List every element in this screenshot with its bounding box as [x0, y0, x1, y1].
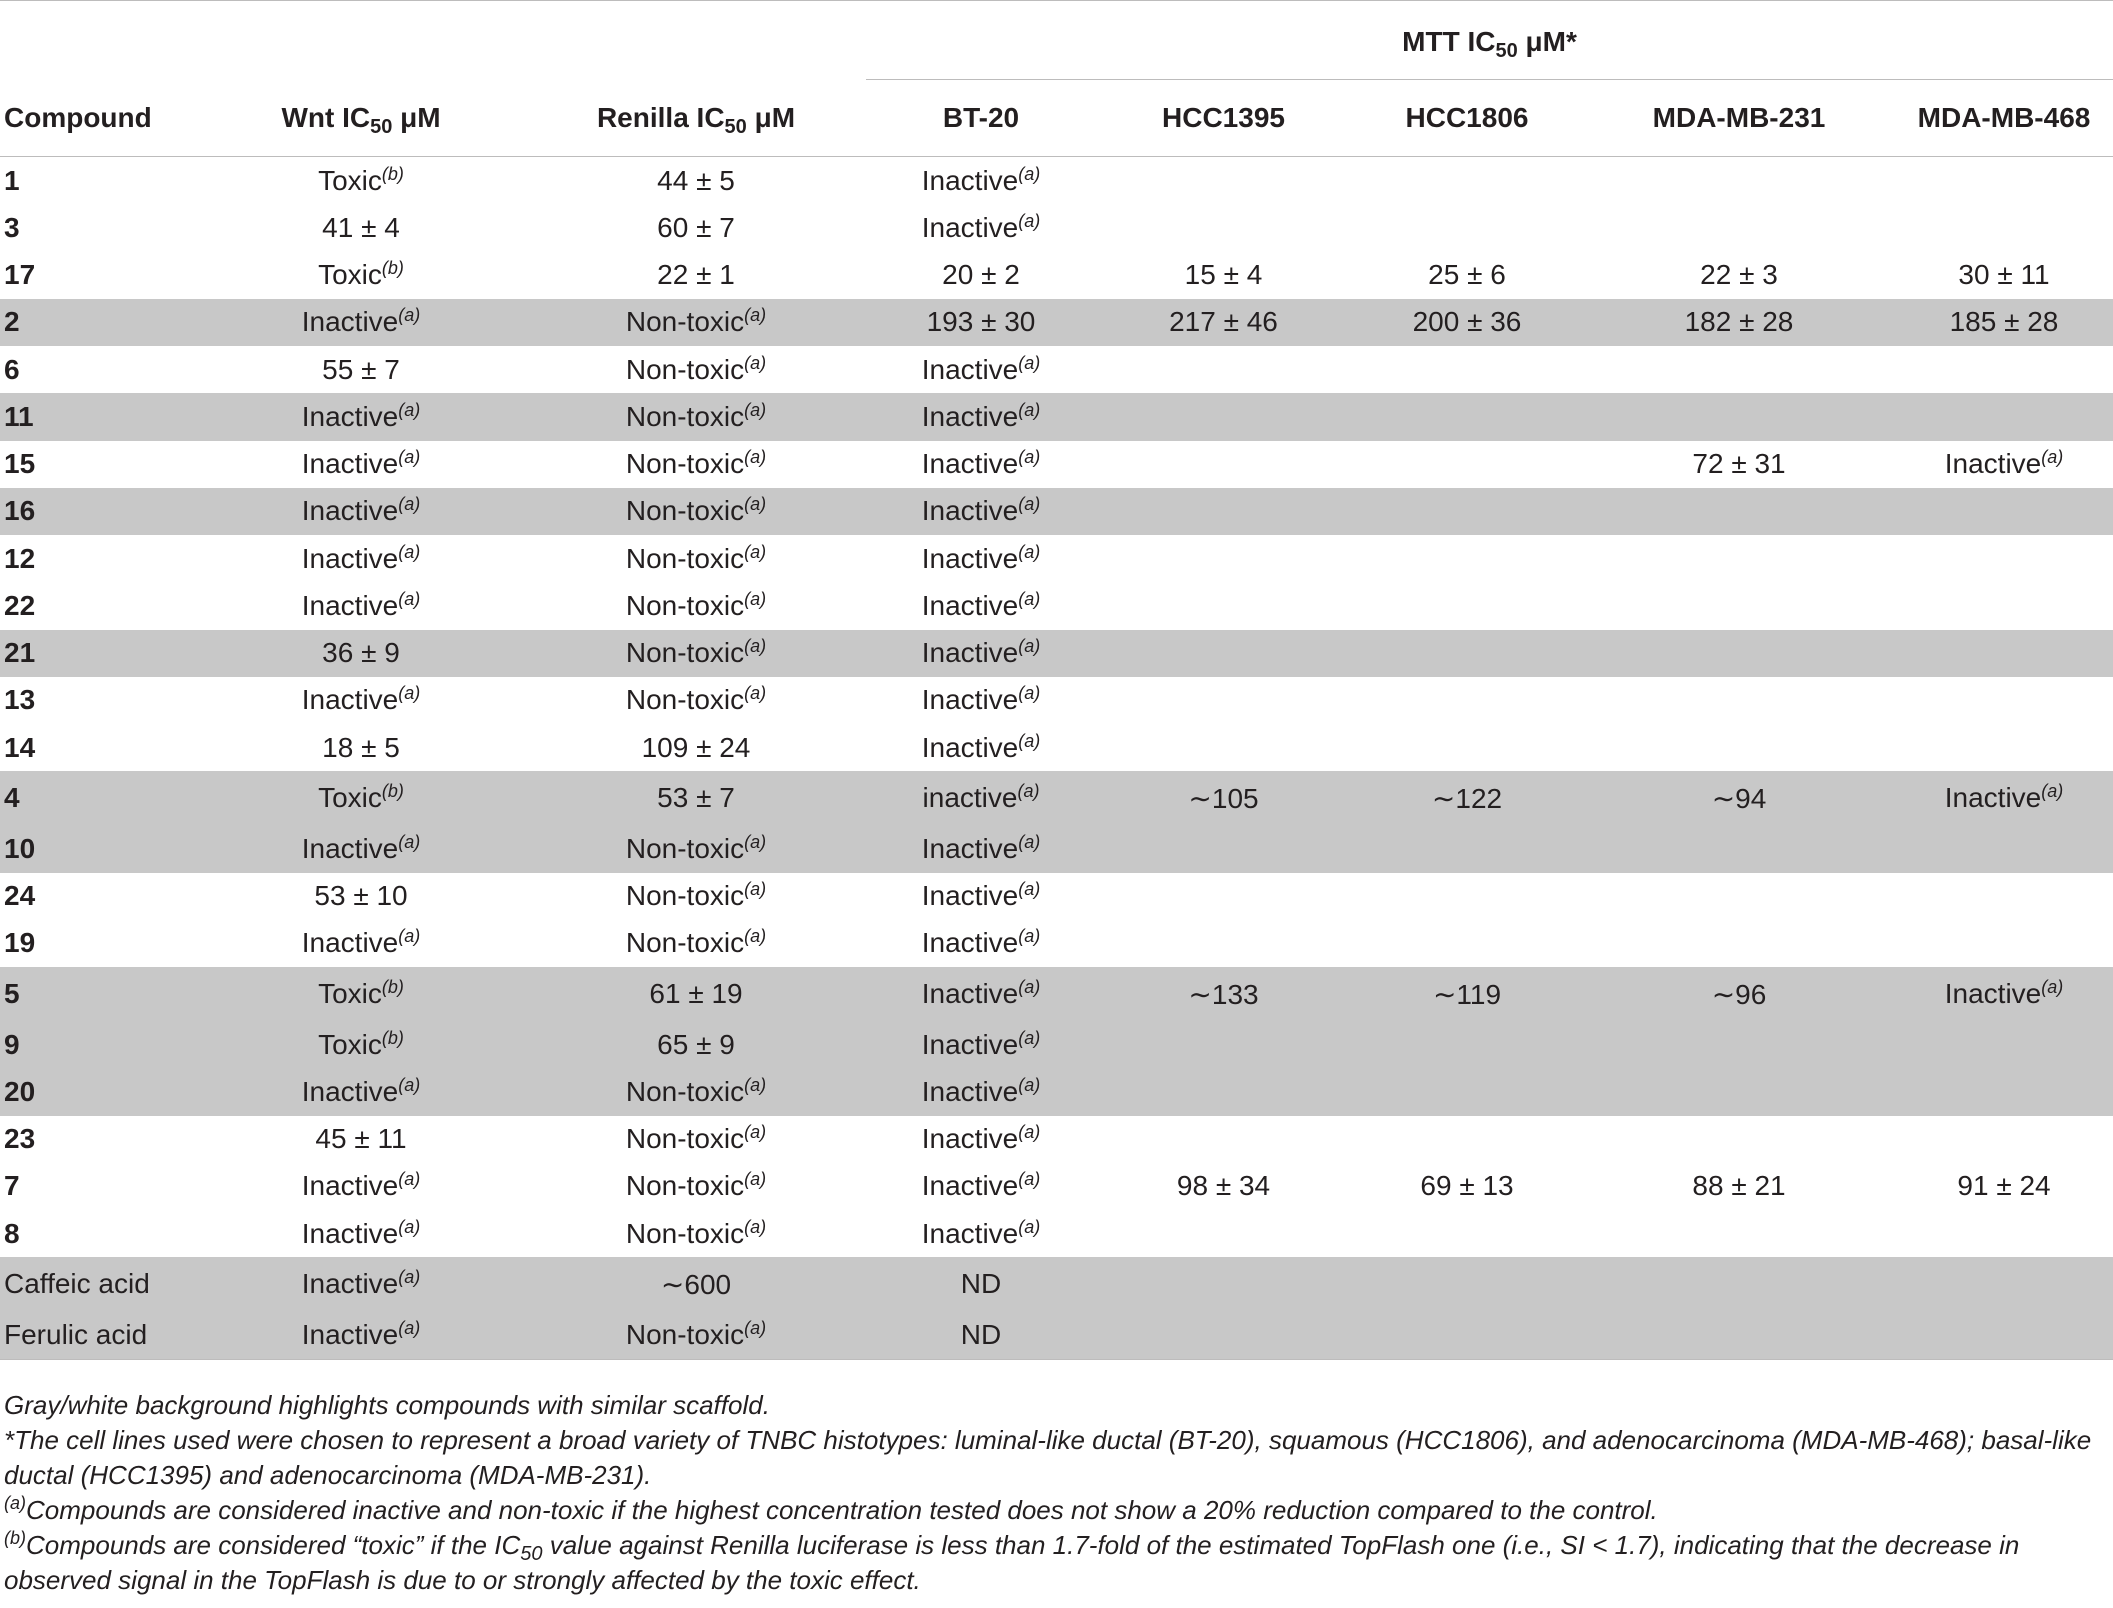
- value-cell: Inactive$^{(a)}$: [921, 1122, 1041, 1155]
- value-cell: [1583, 1068, 1895, 1115]
- column-header: HCC1806: [1351, 80, 1583, 157]
- value-cell: [1583, 920, 1895, 967]
- value-cell: ∼133: [1096, 967, 1351, 1021]
- table-row: [0, 346, 2113, 393]
- value-cell: Non-toxic$^{(a)}$: [625, 926, 767, 959]
- table-row: [0, 1116, 2113, 1163]
- value-cell: [1351, 157, 1583, 205]
- value-cell: [1895, 1311, 2113, 1359]
- value-cell: [1583, 873, 1895, 920]
- value-cell: 185 ± 28: [1895, 299, 2113, 346]
- column-header: MDA-MB-468: [1895, 80, 2113, 157]
- value-cell: 55 ± 7: [322, 353, 400, 385]
- value-cell: Inactive$^{(a)}$: [866, 630, 1096, 677]
- value-cell: [1583, 1021, 1895, 1068]
- value-cell: [1583, 1210, 1895, 1257]
- group-header-row: [0, 5, 2113, 80]
- value-cell: Inactive$^{(a)}$: [866, 488, 1096, 535]
- compound-cell: 11: [0, 393, 196, 440]
- value-cell: 53 ± 10: [314, 880, 408, 912]
- compound-cell: 19: [4, 927, 36, 959]
- value-cell: ∼600: [526, 1257, 866, 1311]
- value-cell: [1895, 204, 2113, 251]
- column-header-row: [0, 80, 2113, 157]
- value-cell: [1895, 873, 2113, 920]
- value-cell: [1583, 1311, 1895, 1359]
- value-cell: Non-toxic$^{(a)}$: [526, 630, 866, 677]
- value-cell: [1583, 1257, 1895, 1311]
- value-cell: [1351, 920, 1583, 967]
- value-cell: 98 ± 34: [1176, 1170, 1271, 1202]
- value-cell: [1096, 1068, 1351, 1115]
- value-cell: Inactive$^{(a)}$: [301, 1216, 421, 1249]
- value-cell: 36 ± 9: [196, 630, 526, 677]
- value-cell: 60 ± 7: [657, 211, 735, 243]
- value-cell: Inactive$^{(a)}$: [301, 926, 421, 959]
- value-cell: 22 ± 3: [1700, 259, 1778, 291]
- compound-cell: 9: [0, 1021, 196, 1068]
- value-cell: [1096, 535, 1351, 582]
- compound-cell: 21: [0, 630, 196, 677]
- value-cell: Non-toxic$^{(a)}$: [625, 352, 767, 385]
- table-row: [0, 535, 2113, 582]
- value-cell: [1351, 1068, 1583, 1115]
- value-cell: [1895, 724, 2113, 771]
- value-cell: 65 ± 9: [526, 1021, 866, 1068]
- footnote-cell-lines: *The cell lines used were chosen to represent a broad variety of TNBC histotypes: luminal-like ductal (BT-20), squamous (HCC1806), and adenocarcinoma (MDA-MB-468); basal-like ductal (HCC1395) and adenocarcinoma (MDA-MB-231).: [4, 1425, 2092, 1490]
- value-cell: [1583, 630, 1895, 677]
- table-row: [0, 1311, 2113, 1359]
- value-cell: 88 ± 21: [1692, 1170, 1786, 1202]
- value-cell: Non-toxic$^{(a)}$: [526, 488, 866, 535]
- compound-cell: 13: [4, 684, 36, 716]
- value-cell: [1895, 346, 2113, 393]
- value-cell: 30 ± 11: [1958, 259, 2050, 291]
- table-row: [0, 393, 2113, 440]
- value-cell: [1096, 488, 1351, 535]
- value-cell: Inactive$^{(a)}$: [921, 730, 1041, 763]
- value-cell: [1895, 630, 2113, 677]
- table-body: [0, 157, 2113, 1360]
- table-row: [0, 920, 2113, 967]
- value-cell: Toxic$^{(b)}$: [318, 258, 404, 291]
- value-cell: Non-toxic$^{(a)}$: [625, 1169, 767, 1202]
- value-cell: [1096, 1116, 1351, 1163]
- compound-cell: Caffeic acid: [0, 1257, 196, 1311]
- value-cell: 193 ± 30: [866, 299, 1096, 346]
- value-cell: [1096, 393, 1351, 440]
- value-cell: Inactive$^{(a)}$: [196, 825, 526, 872]
- compound-cell: 24: [4, 880, 36, 912]
- value-cell: Inactive$^{(a)}$: [1895, 771, 2113, 825]
- value-cell: 61 ± 19: [526, 967, 866, 1021]
- table-row: [0, 630, 2113, 677]
- compound-cell: 15: [4, 448, 36, 480]
- value-cell: [1096, 346, 1351, 393]
- value-cell: Non-toxic$^{(a)}$: [625, 1216, 767, 1249]
- value-cell: Inactive$^{(a)}$: [866, 825, 1096, 872]
- value-cell: ∼96: [1583, 967, 1895, 1021]
- value-cell: ∼94: [1583, 771, 1895, 825]
- value-cell: [1583, 724, 1895, 771]
- table-row: [0, 677, 2113, 724]
- value-cell: [1096, 441, 1351, 488]
- value-cell: [1351, 1116, 1583, 1163]
- column-header: HCC1395: [1096, 80, 1351, 157]
- value-cell: [1351, 630, 1583, 677]
- value-cell: [1351, 1311, 1583, 1359]
- value-cell: ∼122: [1351, 771, 1583, 825]
- table-row: [0, 1068, 2113, 1115]
- compound-cell: 1: [4, 164, 20, 196]
- value-cell: [1351, 1210, 1583, 1257]
- value-cell: Non-toxic$^{(a)}$: [625, 541, 767, 574]
- value-cell: Toxic$^{(b)}$: [196, 967, 526, 1021]
- mtt-group-header: MTT $IC_{50}$ μM*: [866, 5, 2113, 80]
- value-cell: Non-toxic$^{(a)}$: [625, 683, 767, 716]
- footnote-scaffold: Gray/white background highlights compounds with similar scaffold.: [4, 1390, 770, 1420]
- value-cell: [1096, 677, 1351, 724]
- value-cell: Non-toxic$^{(a)}$: [625, 447, 767, 480]
- compound-cell: 17: [4, 259, 36, 291]
- value-cell: [1096, 825, 1351, 872]
- value-cell: [1096, 920, 1351, 967]
- value-cell: 41 ± 4: [322, 211, 400, 243]
- value-cell: [1351, 1257, 1583, 1311]
- value-cell: ND: [866, 1257, 1096, 1311]
- value-cell: Inactive$^{(a)}$: [921, 588, 1041, 621]
- value-cell: Inactive$^{(a)}$: [301, 541, 421, 574]
- value-cell: [1351, 873, 1583, 920]
- value-cell: [1895, 488, 2113, 535]
- value-cell: Inactive$^{(a)}$: [921, 926, 1041, 959]
- value-cell: Inactive$^{(a)}$: [921, 1169, 1041, 1202]
- value-cell: [1096, 724, 1351, 771]
- value-cell: [1583, 1116, 1895, 1163]
- value-cell: Inactive$^{(a)}$: [921, 879, 1041, 912]
- table-row: [0, 1257, 2113, 1311]
- value-cell: [1895, 1210, 2113, 1257]
- value-cell: [1096, 157, 1351, 205]
- table-row: [0, 771, 2113, 825]
- column-header: Renilla $IC_{50}$ μM: [526, 80, 866, 157]
- value-cell: Inactive$^{(a)}$: [301, 588, 421, 621]
- table-row: [0, 441, 2113, 488]
- value-cell: Inactive$^{(a)}$: [921, 352, 1041, 385]
- value-cell: Inactive$^{(a)}$: [866, 1021, 1096, 1068]
- value-cell: 20 ± 2: [942, 259, 1020, 291]
- value-cell: Toxic$^{(b)}$: [196, 1021, 526, 1068]
- compound-cell: 6: [4, 353, 20, 385]
- value-cell: Non-toxic$^{(a)}$: [526, 1311, 866, 1359]
- value-cell: [1583, 393, 1895, 440]
- table-row: [0, 299, 2113, 346]
- value-cell: [1351, 393, 1583, 440]
- value-cell: [1096, 630, 1351, 677]
- value-cell: [1351, 1021, 1583, 1068]
- compound-cell: 4: [0, 771, 196, 825]
- value-cell: Inactive$^{(a)}$: [301, 1169, 421, 1202]
- value-cell: Inactive$^{(a)}$: [866, 967, 1096, 1021]
- column-header: BT-20: [866, 80, 1096, 157]
- value-cell: ∼105: [1096, 771, 1351, 825]
- value-cell: 91 ± 24: [1957, 1170, 2051, 1202]
- table-row: [0, 582, 2113, 629]
- value-cell: Inactive$^{(a)}$: [196, 1068, 526, 1115]
- value-cell: Inactive$^{(a)}$: [921, 163, 1041, 196]
- value-cell: [1583, 677, 1895, 724]
- value-cell: Inactive$^{(a)}$: [196, 488, 526, 535]
- compound-cell: 14: [4, 731, 36, 763]
- compound-cell: 5: [0, 967, 196, 1021]
- value-cell: [1895, 535, 2113, 582]
- value-cell: Inactive$^{(a)}$: [921, 210, 1041, 243]
- column-header: Compound: [0, 80, 196, 157]
- value-cell: [1583, 346, 1895, 393]
- table-row: [0, 1210, 2113, 1257]
- table-row: [0, 724, 2113, 771]
- value-cell: [1583, 582, 1895, 629]
- value-cell: [1895, 1257, 2113, 1311]
- value-cell: 45 ± 11: [315, 1123, 407, 1155]
- compound-cell: 12: [4, 542, 36, 574]
- value-cell: [1583, 535, 1895, 582]
- value-cell: Inactive$^{(a)}$: [921, 683, 1041, 716]
- value-cell: [1583, 157, 1895, 205]
- value-cell: 44 ± 5: [657, 164, 735, 196]
- value-cell: ∼119: [1351, 967, 1583, 1021]
- value-cell: [1895, 677, 2113, 724]
- value-cell: Inactive$^{(a)}$: [921, 541, 1041, 574]
- table-row: [0, 1163, 2113, 1210]
- value-cell: [1351, 204, 1583, 251]
- value-cell: [1351, 677, 1583, 724]
- value-cell: 72 ± 31: [1692, 448, 1786, 480]
- compound-cell: 16: [0, 488, 196, 535]
- value-cell: Toxic$^{(b)}$: [196, 771, 526, 825]
- value-cell: Inactive$^{(a)}$: [866, 393, 1096, 440]
- compound-cell: 22: [4, 589, 36, 621]
- value-cell: [1895, 920, 2113, 967]
- column-header: MDA-MB-231: [1583, 80, 1895, 157]
- value-cell: 109 ± 24: [641, 731, 751, 763]
- value-cell: Inactive$^{(a)}$: [866, 1068, 1096, 1115]
- value-cell: Inactive$^{(a)}$: [1895, 967, 2113, 1021]
- value-cell: [1583, 488, 1895, 535]
- value-cell: [1351, 488, 1583, 535]
- compound-cell: 2: [0, 299, 196, 346]
- value-cell: 18 ± 5: [322, 731, 400, 763]
- value-cell: 22 ± 1: [657, 259, 735, 291]
- compound-cell: 23: [4, 1123, 36, 1155]
- compound-cell: 10: [0, 825, 196, 872]
- value-cell: [1583, 825, 1895, 872]
- compound-cell: Ferulic acid: [0, 1311, 196, 1359]
- value-cell: 182 ± 28: [1583, 299, 1895, 346]
- compound-cell: 8: [4, 1217, 20, 1249]
- value-cell: 217 ± 46: [1096, 299, 1351, 346]
- value-cell: Inactive$^{(a)}$: [196, 1257, 526, 1311]
- value-cell: [1895, 825, 2113, 872]
- value-cell: [1895, 1021, 2113, 1068]
- value-cell: Inactive$^{(a)}$: [1944, 447, 2064, 480]
- column-header: Wnt $IC_{50}$ μM: [196, 80, 526, 157]
- value-cell: [1351, 346, 1583, 393]
- value-cell: Inactive$^{(a)}$: [196, 1311, 526, 1359]
- compound-cell: 3: [4, 211, 20, 243]
- value-cell: Non-toxic$^{(a)}$: [625, 879, 767, 912]
- value-cell: [1096, 1257, 1351, 1311]
- value-cell: [1895, 157, 2113, 205]
- value-cell: [1096, 873, 1351, 920]
- value-cell: [1351, 724, 1583, 771]
- value-cell: inactive$^{(a)}$: [866, 771, 1096, 825]
- value-cell: [1096, 582, 1351, 629]
- value-cell: [1351, 535, 1583, 582]
- value-cell: [1895, 393, 2113, 440]
- value-cell: [1895, 582, 2113, 629]
- table-row: [0, 252, 2113, 299]
- value-cell: [1895, 1116, 2113, 1163]
- value-cell: [1096, 204, 1351, 251]
- table-row: [0, 1021, 2113, 1068]
- value-cell: Non-toxic$^{(a)}$: [526, 1068, 866, 1115]
- value-cell: Non-toxic$^{(a)}$: [625, 1122, 767, 1155]
- value-cell: 69 ± 13: [1420, 1170, 1514, 1202]
- value-cell: Non-toxic$^{(a)}$: [625, 588, 767, 621]
- value-cell: Toxic$^{(b)}$: [318, 163, 404, 196]
- value-cell: Inactive$^{(a)}$: [301, 683, 421, 716]
- value-cell: Non-toxic$^{(a)}$: [526, 393, 866, 440]
- value-cell: [1096, 1210, 1351, 1257]
- value-cell: [1583, 204, 1895, 251]
- value-cell: [1351, 441, 1583, 488]
- table-row: [0, 825, 2113, 872]
- value-cell: Inactive$^{(a)}$: [196, 299, 526, 346]
- value-cell: 53 ± 7: [526, 771, 866, 825]
- value-cell: [1351, 825, 1583, 872]
- compound-cell: 7: [4, 1170, 20, 1202]
- table-row: [0, 488, 2113, 535]
- value-cell: Non-toxic$^{(a)}$: [526, 299, 866, 346]
- value-cell: 25 ± 6: [1428, 259, 1506, 291]
- table-row: [0, 157, 2113, 205]
- table-row: [0, 204, 2113, 251]
- footnote-b: $^{(b)}$Compounds are considered “toxic” if the $IC_{50}$ value against Renilla luciferase is less than 1.7-fold of the estimated TopFlash one (i.e., SI < 1.7), indicating that the decrease in observed signal in the TopFlash is due to or strongly affected by the toxic effect.: [4, 1528, 2020, 1595]
- value-cell: [1895, 1068, 2113, 1115]
- value-cell: Inactive$^{(a)}$: [921, 447, 1041, 480]
- value-cell: [1351, 582, 1583, 629]
- value-cell: Inactive$^{(a)}$: [196, 393, 526, 440]
- value-cell: Non-toxic$^{(a)}$: [526, 825, 866, 872]
- table-row: [0, 967, 2113, 1021]
- value-cell: 15 ± 4: [1184, 259, 1263, 291]
- table-footnotes: [4, 1388, 2109, 1598]
- value-cell: Inactive$^{(a)}$: [301, 447, 421, 480]
- value-cell: [1096, 1021, 1351, 1068]
- value-cell: Inactive$^{(a)}$: [921, 1216, 1041, 1249]
- footnote-a: $^{(a)}$Compounds are considered inactive and non-toxic if the highest concentration tested does not show a 20% reduction compared to the control.: [4, 1493, 1658, 1525]
- value-cell: 200 ± 36: [1351, 299, 1583, 346]
- value-cell: ND: [866, 1311, 1096, 1359]
- value-cell: [1096, 1311, 1351, 1359]
- compound-cell: 20: [0, 1068, 196, 1115]
- table-row: [0, 873, 2113, 920]
